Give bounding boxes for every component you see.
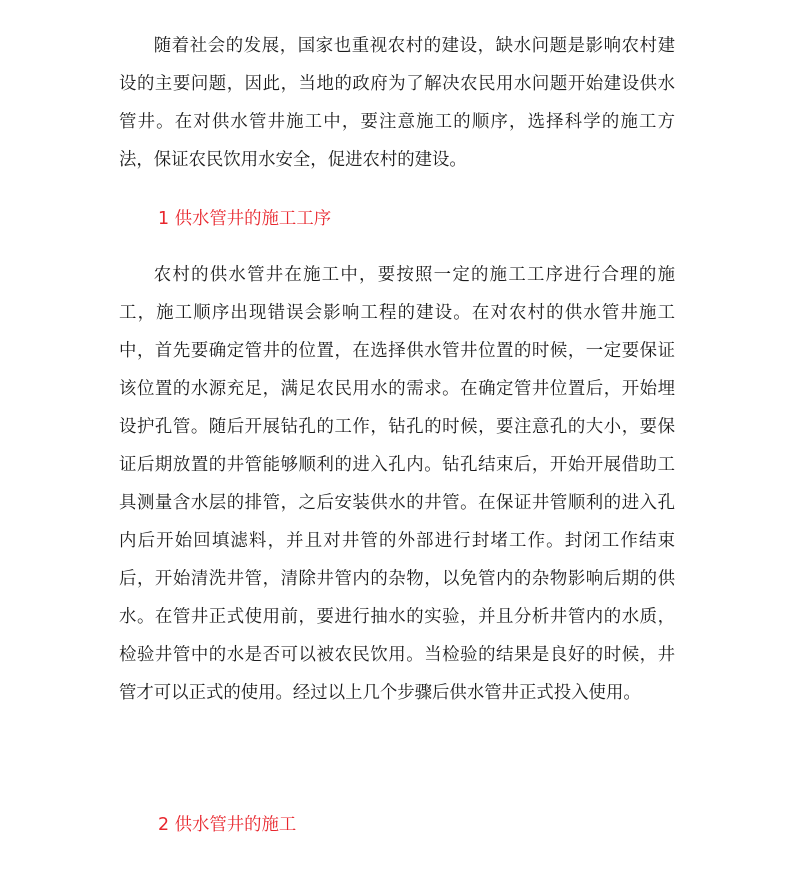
intro-paragraph: 随着社会的发展，国家也重视农村的建设，缺水问题是影响农村建设的主要问题，因此，当地的政府为了解决农民用水问题开始建设供水管井。在对供水管井施工中，要注意施工的顺序，选择科学的施工方法，保证农民饮用水安全，促进农村的建设。: [119, 36, 675, 170]
spacer: [119, 788, 675, 806]
spacer: [119, 179, 675, 200]
section-1-heading: 1 供水管井的施工工序: [158, 209, 332, 229]
document-body: [119, 27, 675, 844]
section-2-heading: 2 供水管井的施工: [158, 815, 297, 835]
section-1-paragraph: 农村的供水管井在施工中，要按照一定的施工工序进行合理的施工，施工顺序出现错误会影响工程的建设。在对农村的供水管井施工中，首先要确定管井的位置，在选择供水管井位置的时候，一定要保证该位置的水源充足，满足农民用水的需求。在确定管井位置后，开始埋设护孔管。随后开展钻孔的工作，钻孔的时候，要注意孔的大小，要保证后期放置的井管能够顺利的进入孔内。钻孔结束后，开始开展借助工具测量含水层的排管，之后安装供水的井管。在保证井管顺利的进入孔内后开始回填滤料，并且对井管的外部进行封堵工作。封闭工作结束后，开始清洗井管，清除井管内的杂物，以免管内的杂物影响后期的供水。在管井正式使用前，要进行抽水的实验，并且分析井管内的水质，检验井管中的水是否可以被农民饮用。当检验的结果是良好的时候，井管才可以正式的使用。经过以上几个步骤后供水管井正式投入使用。: [119, 265, 675, 703]
spacer: [119, 238, 675, 256]
